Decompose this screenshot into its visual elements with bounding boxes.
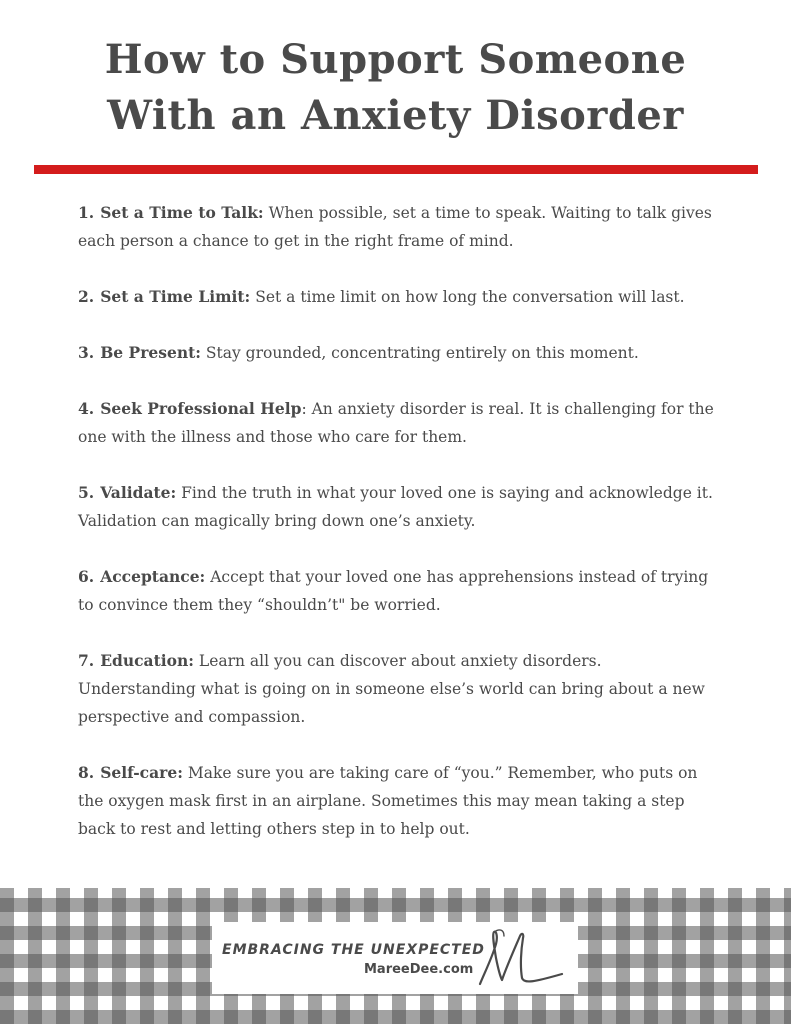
- tip-text: When possible, set a time to speak. Waiting to talk gives each person a chance to get in the right frame of mind.: [78, 204, 712, 250]
- tip-validate: [78, 479, 718, 535]
- script-m-logo-icon: [474, 924, 566, 990]
- red-divider: [34, 165, 758, 174]
- brand-url[interactable]: MareeDee.com: [364, 962, 474, 977]
- tip-label: Self-care:: [100, 763, 183, 782]
- title-line-2: With an Anxiety Disorder: [107, 92, 684, 139]
- tip-text: : An anxiety disorder is real. It is challenging for the one with the illness and those who care for them.: [78, 400, 714, 446]
- tip-number: 8.: [78, 763, 95, 782]
- tip-self-care: [78, 759, 718, 843]
- tip-label: Acceptance:: [100, 567, 206, 586]
- tip-number: 1.: [78, 203, 95, 222]
- page-title: [0, 32, 791, 144]
- tip-set-time-to-talk: [78, 199, 718, 255]
- tip-label: Validate:: [100, 483, 177, 502]
- tip-number: 6.: [78, 567, 95, 586]
- tip-seek-professional-help: [78, 395, 718, 451]
- tip-number: 5.: [78, 483, 95, 502]
- tip-number: 2.: [78, 287, 95, 306]
- tip-set-time-limit: [78, 283, 718, 311]
- tip-be-present: [78, 339, 718, 367]
- tip-number: 7.: [78, 651, 95, 670]
- tip-text: Set a time limit on how long the conversation will last.: [250, 288, 685, 306]
- gingham-footer: [0, 888, 791, 1024]
- tip-text: Stay grounded, concentrating entirely on this moment.: [200, 344, 639, 362]
- tip-label: Set a Time to Talk:: [100, 203, 264, 222]
- tip-text: Learn all you can discover about anxiety disorders. Understanding what is going on in someone else’s world can bring about a new perspective and compassion.: [78, 652, 705, 726]
- tip-label: Education:: [100, 651, 194, 670]
- tip-number: 4.: [78, 399, 95, 418]
- tip-label: Set a Time Limit:: [100, 287, 251, 306]
- tip-label: Be Present:: [100, 343, 201, 362]
- tip-acceptance: [78, 563, 718, 619]
- title-line-1: How to Support Someone: [104, 36, 687, 83]
- tip-education: [78, 647, 718, 731]
- tips-list: [78, 199, 718, 843]
- tip-text: Make sure you are taking care of “you.” Remember, who puts on the oxygen mask first in an airplane. Sometimes this may mean taking a step back to rest and letting others step in to help out.: [78, 764, 698, 838]
- tip-label: Seek Professional Help: [100, 399, 302, 418]
- brand-box[interactable]: [212, 922, 578, 994]
- tip-number: 3.: [78, 343, 95, 362]
- tip-text: Accept that your loved one has apprehensions instead of trying to convince them they “shouldn’t" be worried.: [78, 568, 709, 614]
- brand-name: EMBRACING THE UNEXPECTED: [222, 942, 485, 958]
- tip-text: Find the truth in what your loved one is saying and acknowledge it. Validation can magically bring down one’s anxiety.: [78, 484, 713, 530]
